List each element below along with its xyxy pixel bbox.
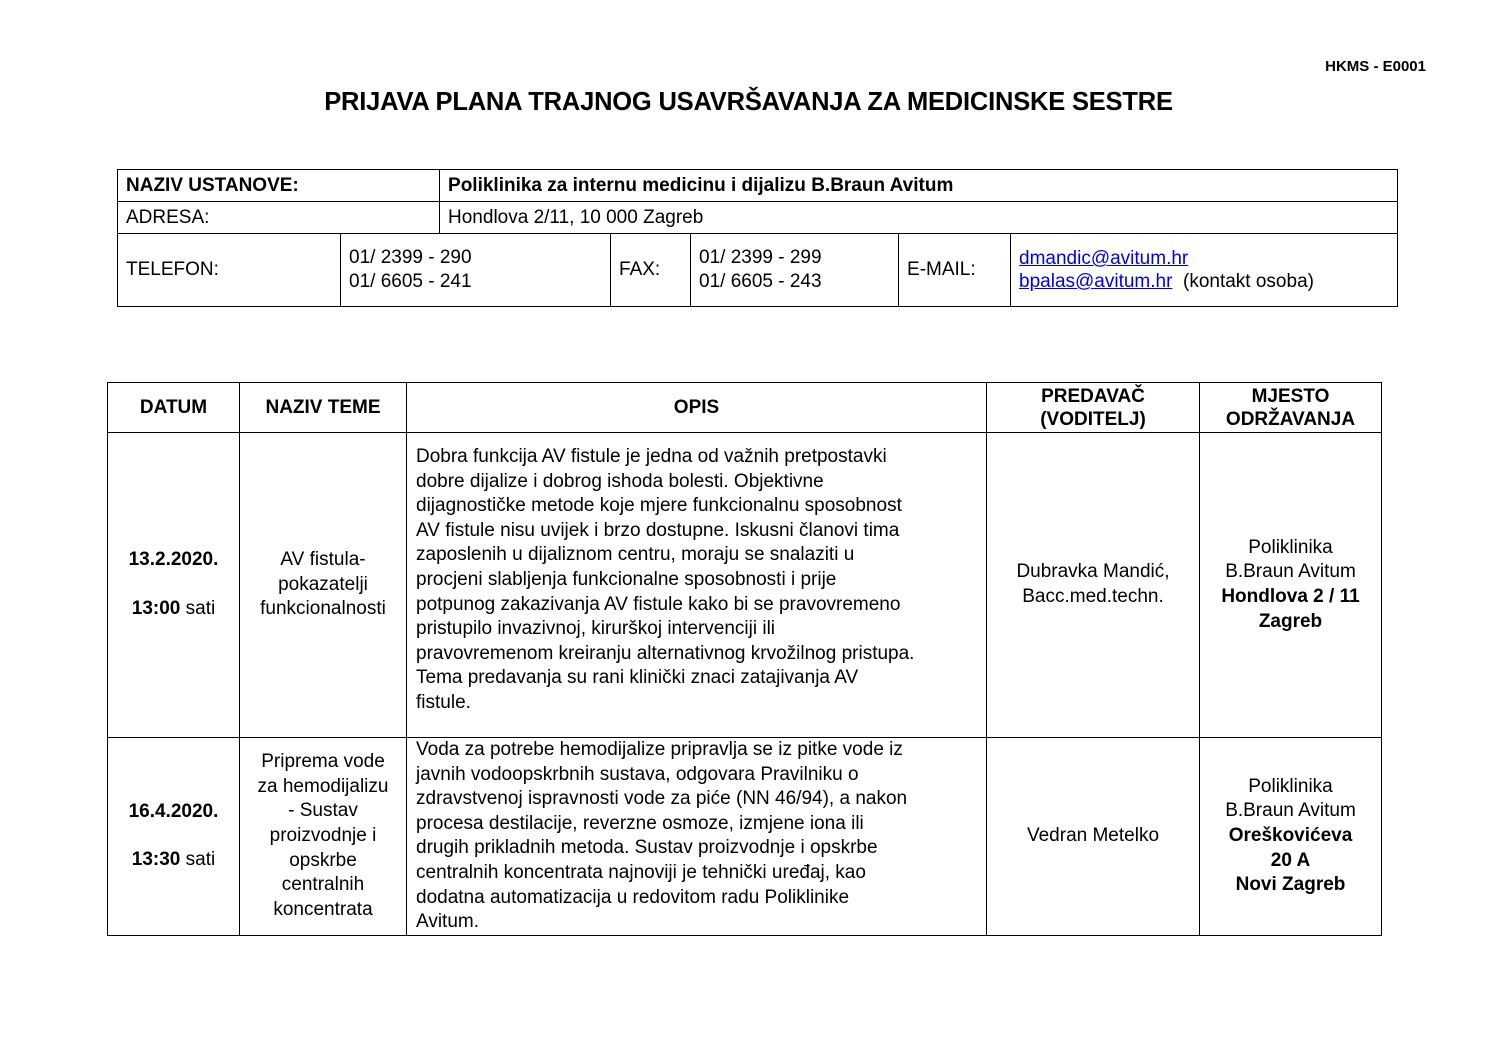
header-lecturer-line1: PREDAVAČ xyxy=(1041,385,1145,407)
description-line: Voda za potrebe hemodijalize pripravlja se iz pitke vode iz xyxy=(416,739,903,760)
topic-line: za hemodijalizu xyxy=(257,775,389,797)
event-venue xyxy=(1200,738,1382,936)
header-venue-line1: MJESTO xyxy=(1251,385,1330,407)
venue-line: Hondlova 2 / 11 xyxy=(1221,586,1360,607)
event-time-unit: sati xyxy=(185,849,216,871)
event-topic xyxy=(240,433,407,738)
topic-line: opskrbe xyxy=(289,849,357,871)
topic-line: pokazatelji xyxy=(278,573,368,595)
topic-line: - Sustav xyxy=(288,800,358,822)
header-description: OPIS xyxy=(407,383,987,433)
event-time: 13:00 xyxy=(131,598,181,619)
description-line: dodatna automatizacija u redovitom radu Poliklinike xyxy=(416,886,850,908)
venue-line: Poliklinika xyxy=(1248,775,1333,797)
fax-2: 01/ 6605 - 243 xyxy=(699,271,822,292)
topic-line: AV fistula- xyxy=(280,549,366,571)
fax-values xyxy=(691,234,899,307)
page-title: PRIJAVA PLANA TRAJNOG USAVRŠAVANJA ZA MEDICINSKE SESTRE xyxy=(324,88,1173,116)
event-venue xyxy=(1200,433,1382,738)
header-topic: NAZIV TEME xyxy=(240,383,407,433)
fax-1: 01/ 2399 - 299 xyxy=(699,247,822,268)
table-row xyxy=(108,738,1382,936)
header-date: DATUM xyxy=(108,383,240,433)
event-time: 13:30 xyxy=(131,849,181,871)
event-date: 13.2.2020. xyxy=(128,549,219,571)
event-date: 16.4.2020. xyxy=(128,800,219,822)
event-description xyxy=(407,433,987,738)
description-line: dobre dijalize i dobrog ishoda bolesti. Objektivne xyxy=(416,470,824,492)
venue-line: Novi Zagreb xyxy=(1235,874,1346,896)
institution-table xyxy=(117,169,1398,307)
description-line: pristupilo invazivnoj, kirurškoj intervenciji ili xyxy=(416,618,776,640)
schedule-header-row xyxy=(108,383,1382,433)
topic-line: funkcionalnosti xyxy=(260,598,386,620)
schedule-table xyxy=(107,382,1382,936)
description-line: centralnih koncentrata najnoviji je tehnički uređaj, kao xyxy=(416,861,866,883)
description-line: procesa destilacije, reverzne osmoze, izmjene iona ili xyxy=(416,812,864,834)
phone-2: 01/ 6605 - 241 xyxy=(349,271,472,292)
description-line: pravovremenom kreiranju alternativnog krvožilnog pristupa. xyxy=(416,642,915,664)
event-lecturer xyxy=(987,738,1200,936)
header-lecturer-line2: (VODITELJ) xyxy=(1040,408,1146,430)
event-date-cell xyxy=(108,433,240,738)
description-line: zaposlenih u dijaliznom centru, moraju se snalaziti u xyxy=(416,544,855,566)
lecturer-line: Dubravka Mandić, xyxy=(1016,561,1170,583)
form-code: HKMS - E0001 xyxy=(1325,58,1426,75)
topic-line: centralnih xyxy=(281,874,365,896)
lecturer-line: Vedran Metelko xyxy=(1026,825,1160,847)
venue-line: Zagreb xyxy=(1258,610,1323,632)
header-lecturer xyxy=(987,383,1200,433)
email-note: (kontakt osoba) xyxy=(1183,271,1314,292)
description-line: Tema predavanja su rani klinički znaci zatajivanja AV xyxy=(416,667,859,689)
table-row xyxy=(108,433,1382,738)
fax-label: FAX: xyxy=(611,234,691,307)
topic-line: koncentrata xyxy=(273,898,373,920)
venue-line: B.Braun Avitum xyxy=(1225,561,1356,583)
event-description xyxy=(407,738,987,936)
event-lecturer xyxy=(987,433,1200,738)
event-topic xyxy=(240,738,407,936)
description-line: zdravstvenoj ispravnosti vode za piće (NN 46/94), a nakon xyxy=(416,788,908,810)
description-line: procjeni slabljenja funkcionalne sposobnosti i prije xyxy=(416,568,837,590)
event-date-cell xyxy=(108,738,240,936)
venue-line: B.Braun Avitum xyxy=(1225,800,1356,822)
header-venue xyxy=(1200,383,1382,433)
address-value: Hondlova 2/11, 10 000 Zagreb xyxy=(440,202,1398,234)
phone-values xyxy=(341,234,611,307)
description-line: AV fistule nisu uvijek i brzo dostupne. Iskusni članovi tima xyxy=(416,519,900,541)
email-values xyxy=(1011,234,1398,307)
description-line: Dobra funkcija AV fistule je jedna od važnih pretpostavki xyxy=(416,446,887,467)
venue-line: Poliklinika xyxy=(1248,536,1333,558)
description-line: fistule. xyxy=(416,691,471,713)
topic-line: proizvodnje i xyxy=(269,825,377,847)
description-line: Avitum. xyxy=(416,911,480,933)
email-link-2[interactable]: bpalas@avitum.hr xyxy=(1019,271,1173,292)
institution-name-value: Poliklinika za internu medicinu i dijalizu B.Braun Avitum xyxy=(440,170,1398,202)
description-line: dijagnostičke metode koje mjere funkcionalnu sposobnost xyxy=(416,495,902,517)
address-label: ADRESA: xyxy=(118,202,440,234)
venue-line: 20 A xyxy=(1270,849,1311,871)
phone-label: TELEFON: xyxy=(118,234,341,307)
topic-line: Priprema vode xyxy=(261,751,385,773)
venue-line: Oreškovićeva xyxy=(1228,825,1353,847)
phone-1: 01/ 2399 - 290 xyxy=(349,247,472,268)
description-line: potpunog zakazivanja AV fistule kako bi se pravovremeno xyxy=(416,593,901,615)
institution-name-label: NAZIV USTANOVE: xyxy=(118,170,440,202)
email-link-1[interactable]: dmandic@avitum.hr xyxy=(1019,248,1189,269)
email-label: E-MAIL: xyxy=(899,234,1011,307)
header-venue-line2: ODRŽAVANJA xyxy=(1225,408,1356,430)
lecturer-line: Bacc.med.techn. xyxy=(1022,586,1164,607)
description-line: javnih vodoopskrbnih sustava, odgovara Pravilniku o xyxy=(416,763,859,785)
event-time-unit: sati xyxy=(185,598,216,619)
description-line: drugih prikladnih metoda. Sustav proizvodnje i opskrbe xyxy=(416,837,878,859)
